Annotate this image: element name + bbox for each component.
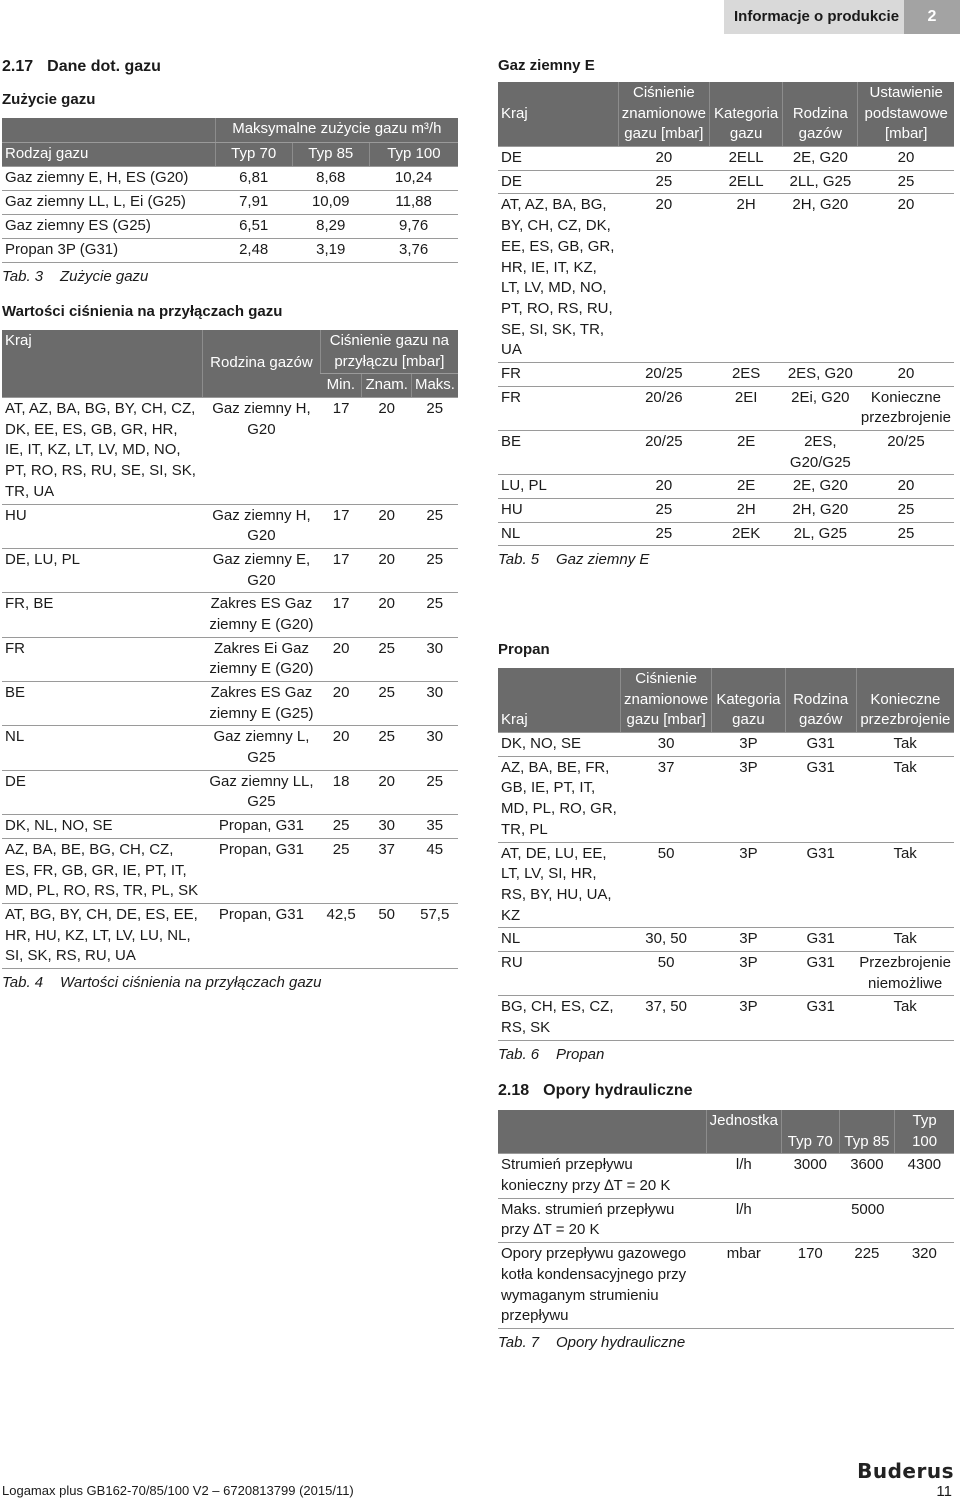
cell: 3,76 xyxy=(369,238,458,262)
cell: RU xyxy=(498,951,621,995)
table-caption xyxy=(2,973,458,994)
cell: DK, NO, SE xyxy=(498,733,621,757)
cell: 30 xyxy=(621,733,712,757)
table-row xyxy=(498,1198,954,1242)
cell: 225 xyxy=(839,1243,895,1329)
caption-text: Propan xyxy=(556,1045,605,1063)
caption-number: Tab. 6 xyxy=(498,1045,540,1063)
table-row xyxy=(498,842,954,928)
gas-consumption-table xyxy=(2,118,458,287)
section-title: Opory hydrauliczne xyxy=(543,1082,693,1099)
cell: Zakres ES Gaz ziemny E (G20) xyxy=(203,593,321,637)
cell: 20 xyxy=(362,593,412,637)
cell: 2LL, G25 xyxy=(783,170,858,194)
cell: 2E, G20 xyxy=(783,147,858,171)
cell: 25 xyxy=(411,548,458,592)
cell: AZ, BA, BE, FR, GB, IE, PT, IT, MD, PL, RO, GR, TR, PL xyxy=(498,756,621,842)
table-row xyxy=(2,726,458,770)
cell: AT, AZ, BA, BG, BY, CH, CZ, DK, EE, ES, GB, GR, HR, IE, IT, KZ, LT, LV, MD, NO, PT, RO, RS, RU, SE, SI, SK, TR, UA xyxy=(2,398,203,504)
cell: FR, BE xyxy=(2,593,203,637)
cell: 30 xyxy=(411,682,458,726)
table-row xyxy=(498,1154,954,1198)
col-category: Kategoria gazu xyxy=(712,668,785,733)
consumption-group-header: Maksymalne zużycie gazu m³/h xyxy=(215,118,458,142)
cell: 3,19 xyxy=(292,238,369,262)
cell: Opory przepływu gazowego kotła kondensacyjnego przy wymaganym strumieniu przepływu xyxy=(498,1243,706,1329)
cell: Gaz ziemny H, G20 xyxy=(203,398,321,504)
cell: 2H, G20 xyxy=(783,194,858,363)
cell: NL xyxy=(498,522,618,546)
cell: 25 xyxy=(362,637,412,681)
cell: 3P xyxy=(712,928,785,952)
pressure-title: Wartości ciśnienia na przyłączach gazu xyxy=(2,303,283,320)
cell: Gaz ziemny E, G20 xyxy=(203,548,321,592)
cell: 20/25 xyxy=(618,431,709,475)
cell: 3P xyxy=(712,733,785,757)
table-row xyxy=(2,593,458,637)
cell: 20 xyxy=(618,194,709,363)
caption-text: Gaz ziemny E xyxy=(556,551,650,569)
cell: Propan, G31 xyxy=(203,903,321,968)
cell: 11,88 xyxy=(369,190,458,214)
table-row xyxy=(2,815,458,839)
pressure-heading xyxy=(2,302,282,323)
cell: 2E xyxy=(709,431,782,475)
cell: 3P xyxy=(712,756,785,842)
cell: Gaz ziemny LL, G25 xyxy=(203,770,321,814)
cell: G31 xyxy=(785,842,856,928)
col-max: Maks. xyxy=(411,374,458,398)
cell: 5000 xyxy=(782,1198,954,1242)
cell: Tak xyxy=(856,996,954,1040)
col-conversion: Konieczne przezbrojenie xyxy=(856,668,954,733)
cell: 2EK xyxy=(709,522,782,546)
cell: DE xyxy=(498,170,618,194)
cell: 30, 50 xyxy=(621,928,712,952)
table-row xyxy=(498,756,954,842)
table-row xyxy=(498,1243,954,1329)
empty-cell xyxy=(2,118,215,142)
table-row xyxy=(498,431,954,475)
table-row xyxy=(2,398,458,504)
col-pressure: Ciśnienie gazu na przyłączu [mbar] xyxy=(320,330,458,374)
col-typ100: Typ 100 xyxy=(369,142,458,166)
cell: 2E xyxy=(709,475,782,499)
cell: Tak xyxy=(856,733,954,757)
cell: LU, PL xyxy=(498,475,618,499)
cell: FR xyxy=(498,386,618,430)
table-row xyxy=(498,362,954,386)
table-row xyxy=(2,682,458,726)
cell: BG, CH, ES, CZ, RS, SK xyxy=(498,996,621,1040)
cell: 3P xyxy=(712,842,785,928)
hydraulic-resistance-table xyxy=(498,1110,954,1354)
cell: DK, NL, NO, SE xyxy=(2,815,203,839)
cell: 18 xyxy=(320,770,362,814)
cell: 57,5 xyxy=(411,903,458,968)
cell: Propan, G31 xyxy=(203,838,321,903)
cell: 50 xyxy=(621,842,712,928)
cell: 37 xyxy=(621,756,712,842)
cell: Tak xyxy=(856,756,954,842)
table-row xyxy=(498,170,954,194)
cell: BE xyxy=(2,682,203,726)
propane-heading xyxy=(498,640,550,661)
col-typ70: Typ 70 xyxy=(782,1110,839,1154)
cell: Propan 3P (G31) xyxy=(2,238,215,262)
cell: 20/25 xyxy=(858,431,954,475)
table-row xyxy=(2,637,458,681)
table-row xyxy=(498,522,954,546)
cell: 25 xyxy=(362,682,412,726)
cell: 2ES xyxy=(709,362,782,386)
cell: 20 xyxy=(618,147,709,171)
table-row xyxy=(2,166,458,190)
cell: FR xyxy=(2,637,203,681)
cell: 25 xyxy=(858,499,954,523)
cell: G31 xyxy=(785,756,856,842)
cell: Maks. strumień przepływu przy ∆T = 20 K xyxy=(498,1198,706,1242)
cell: AZ, BA, BE, BG, CH, CZ, ES, FR, GB, GR, IE, PT, IT, MD, PL, RO, RS, TR, PL, SK xyxy=(2,838,203,903)
cell: Tak xyxy=(856,842,954,928)
gas-consumption-title: Zużycie gazu xyxy=(2,91,96,108)
table-caption xyxy=(2,267,458,288)
cell: 3P xyxy=(712,996,785,1040)
col-min: Min. xyxy=(320,374,362,398)
cell: 25 xyxy=(411,770,458,814)
natural-gas-e-heading xyxy=(498,56,595,77)
cell: 10,09 xyxy=(292,190,369,214)
cell: G31 xyxy=(785,996,856,1040)
cell: 6,81 xyxy=(215,166,292,190)
col-typ85: Typ 85 xyxy=(839,1110,895,1154)
cell: 17 xyxy=(320,548,362,592)
cell: 42,5 xyxy=(320,903,362,968)
table-row xyxy=(498,733,954,757)
propane-title: Propan xyxy=(498,641,550,658)
caption-number: Tab. 7 xyxy=(498,1333,540,1351)
cell: 2,48 xyxy=(215,238,292,262)
cell: 20 xyxy=(362,548,412,592)
footer-document-id: Logamax plus GB162-70/85/100 V2 – 6720813799 (2015/11) xyxy=(2,1483,354,1498)
col-typ100: Typ 100 xyxy=(895,1110,954,1154)
table-caption xyxy=(498,1333,954,1354)
chapter-header-label: Informacje o produkcie xyxy=(734,8,900,25)
cell: 35 xyxy=(411,815,458,839)
col-pressure: Ciśnienie znamionowe gazu [mbar] xyxy=(618,82,709,147)
cell: 8,29 xyxy=(292,214,369,238)
cell: 20 xyxy=(320,682,362,726)
cell: AT, DE, LU, EE, LT, LV, SI, HR, RS, BY, HU, UA, KZ xyxy=(498,842,621,928)
cell: 25 xyxy=(858,522,954,546)
col-typ70: Typ 70 xyxy=(215,142,292,166)
cell: FR xyxy=(498,362,618,386)
table-row xyxy=(2,504,458,548)
cell: 50 xyxy=(362,903,412,968)
cell: 20 xyxy=(858,147,954,171)
cell: mbar xyxy=(706,1243,781,1329)
cell: 25 xyxy=(411,504,458,548)
cell: 2E, G20 xyxy=(783,475,858,499)
cell: 25 xyxy=(618,499,709,523)
col-country: Kraj xyxy=(498,668,621,733)
cell: 50 xyxy=(621,951,712,995)
cell: AT, BG, BY, CH, DE, ES, EE, HR, HU, KZ, LT, LV, LU, NL, SI, SK, RS, RU, UA xyxy=(2,903,203,968)
cell: Przezbrojenie niemożliwe xyxy=(856,951,954,995)
cell: 25 xyxy=(411,593,458,637)
cell: 2H, G20 xyxy=(783,499,858,523)
col-family: Rodzina gazów xyxy=(203,330,321,398)
table-caption xyxy=(498,1045,954,1066)
cell: G31 xyxy=(785,951,856,995)
col-country: Kraj xyxy=(498,82,618,147)
table-row xyxy=(2,770,458,814)
cell: 20 xyxy=(362,398,412,504)
cell: 9,76 xyxy=(369,214,458,238)
cell: 8,68 xyxy=(292,166,369,190)
cell: 20/25 xyxy=(618,362,709,386)
cell: 4300 xyxy=(895,1154,954,1198)
section-number: 2.18 xyxy=(498,1082,530,1099)
cell: 20 xyxy=(320,637,362,681)
cell: Propan, G31 xyxy=(203,815,321,839)
cell: Zakres ES Gaz ziemny E (G25) xyxy=(203,682,321,726)
cell: 30 xyxy=(362,815,412,839)
cell: 20 xyxy=(858,475,954,499)
cell: Gaz ziemny H, G20 xyxy=(203,504,321,548)
table-row xyxy=(2,903,458,968)
cell: BE xyxy=(498,431,618,475)
table-row xyxy=(498,996,954,1040)
cell: 25 xyxy=(858,170,954,194)
section-number: 2.17 xyxy=(2,58,34,75)
cell: 2H xyxy=(709,499,782,523)
col-gas-type: Rodzaj gazu xyxy=(2,142,215,166)
cell: 320 xyxy=(895,1243,954,1329)
cell: l/h xyxy=(706,1154,781,1198)
cell: Gaz ziemny L, G25 xyxy=(203,726,321,770)
cell: 20 xyxy=(618,475,709,499)
cell: NL xyxy=(2,726,203,770)
cell: 3600 xyxy=(839,1154,895,1198)
cell: 2ELL xyxy=(709,147,782,171)
cell: 20 xyxy=(362,770,412,814)
cell: 25 xyxy=(618,522,709,546)
cell: AT, AZ, BA, BG, BY, CH, CZ, DK, EE, ES, GB, GR, HR, IE, IT, KZ, LT, LV, MD, NO, PT, RO, RS, RU, SE, SI, SK, TR, UA xyxy=(498,194,618,363)
caption-text: Wartości ciśnienia na przyłączach gazu xyxy=(60,973,322,991)
col-typ85: Typ 85 xyxy=(292,142,369,166)
cell: Gaz ziemny E, H, ES (G20) xyxy=(2,166,215,190)
cell: 30 xyxy=(411,726,458,770)
cell: 170 xyxy=(782,1243,839,1329)
cell: 17 xyxy=(320,593,362,637)
caption-text: Opory hydrauliczne xyxy=(556,1333,686,1351)
cell: 3000 xyxy=(782,1154,839,1198)
cell: HU xyxy=(2,504,203,548)
cell: 2Ei, G20 xyxy=(783,386,858,430)
cell: 37, 50 xyxy=(621,996,712,1040)
cell: 20 xyxy=(858,362,954,386)
cell: Tak xyxy=(856,928,954,952)
col-nom: Znam. xyxy=(362,374,412,398)
cell: 10,24 xyxy=(369,166,458,190)
cell: 17 xyxy=(320,504,362,548)
col-basic-setting: Ustawienie podstawowe [mbar] xyxy=(858,82,954,147)
table-row xyxy=(498,499,954,523)
col-unit: Jednostka xyxy=(706,1110,781,1154)
empty-cell xyxy=(498,1110,706,1154)
table-row xyxy=(2,238,458,262)
cell: 3P xyxy=(712,951,785,995)
cell: G31 xyxy=(785,733,856,757)
natural-gas-e-table xyxy=(498,82,954,571)
cell: 20 xyxy=(858,194,954,363)
cell: l/h xyxy=(706,1198,781,1242)
caption-number: Tab. 4 xyxy=(2,973,44,991)
section-2-18-heading xyxy=(498,1080,693,1102)
cell: DE, LU, PL xyxy=(2,548,203,592)
cell: 2L, G25 xyxy=(783,522,858,546)
table-row xyxy=(2,190,458,214)
table-row xyxy=(2,838,458,903)
cell: 2EI xyxy=(709,386,782,430)
table-row xyxy=(2,214,458,238)
cell: DE xyxy=(2,770,203,814)
col-family: Rodzina gazów xyxy=(785,668,856,733)
cell: Strumień przepływu konieczny przy ∆T = 20 K xyxy=(498,1154,706,1198)
table-row xyxy=(498,475,954,499)
propane-table xyxy=(498,668,954,1065)
col-country: Kraj xyxy=(2,330,203,398)
table-row xyxy=(498,928,954,952)
chapter-number: 2 xyxy=(904,0,960,34)
natural-gas-e-title: Gaz ziemny E xyxy=(498,57,595,74)
cell: DE xyxy=(498,147,618,171)
table-row xyxy=(498,194,954,363)
col-category: Kategoria gazu xyxy=(709,82,782,147)
cell: 25 xyxy=(362,726,412,770)
col-pressure: Ciśnienie znamionowe gazu [mbar] xyxy=(621,668,712,733)
cell: 7,91 xyxy=(215,190,292,214)
cell: 30 xyxy=(411,637,458,681)
cell: 20 xyxy=(362,504,412,548)
caption-number: Tab. 5 xyxy=(498,551,540,569)
cell: 2ES, G20 xyxy=(783,362,858,386)
cell: HU xyxy=(498,499,618,523)
table-row xyxy=(2,548,458,592)
cell: Zakres Ei Gaz ziemny E (G20) xyxy=(203,637,321,681)
page-number: 11 xyxy=(936,1483,952,1500)
cell: NL xyxy=(498,928,621,952)
cell: G31 xyxy=(785,928,856,952)
chapter-header-bar xyxy=(724,0,960,34)
cell: 25 xyxy=(411,398,458,504)
cell: Gaz ziemny ES (G25) xyxy=(2,214,215,238)
cell: 6,51 xyxy=(215,214,292,238)
caption-text: Zużycie gazu xyxy=(60,267,149,285)
cell: Gaz ziemny LL, L, Ei (G25) xyxy=(2,190,215,214)
table-caption xyxy=(498,550,954,571)
cell: 25 xyxy=(320,838,362,903)
table-row xyxy=(498,386,954,430)
cell: 20/26 xyxy=(618,386,709,430)
col-family: Rodzina gazów xyxy=(783,82,858,147)
gas-consumption-heading xyxy=(2,90,95,111)
cell: 2ES, G20/G25 xyxy=(783,431,858,475)
table-row xyxy=(498,147,954,171)
cell: 25 xyxy=(320,815,362,839)
table-row xyxy=(498,951,954,995)
pressure-table xyxy=(2,330,458,994)
section-title: Dane dot. gazu xyxy=(47,58,161,75)
section-2-17-heading xyxy=(2,56,161,78)
cell: 25 xyxy=(618,170,709,194)
cell: Konieczne przezbrojenie xyxy=(858,386,954,430)
cell: 2H xyxy=(709,194,782,363)
cell: 17 xyxy=(320,398,362,504)
cell: 2ELL xyxy=(709,170,782,194)
caption-number: Tab. 3 xyxy=(2,267,44,285)
brand-logo: Buderus xyxy=(857,1459,954,1483)
cell: 45 xyxy=(411,838,458,903)
cell: 20 xyxy=(320,726,362,770)
cell: 37 xyxy=(362,838,412,903)
